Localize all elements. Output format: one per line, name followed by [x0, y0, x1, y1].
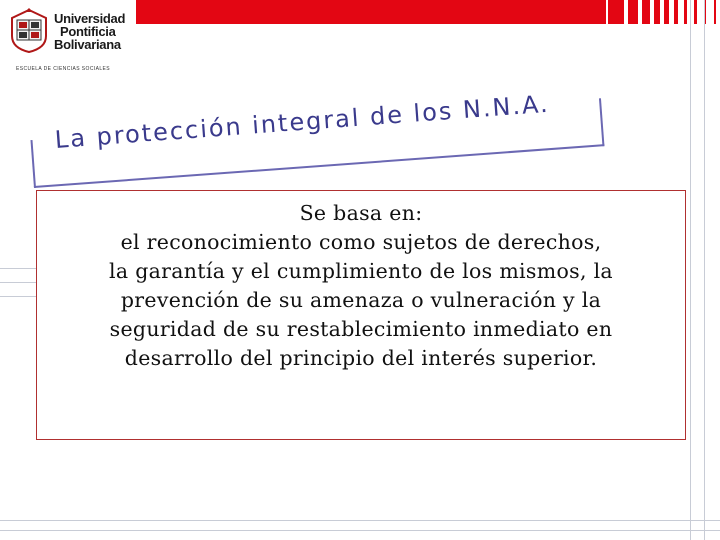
- content-box: [36, 190, 686, 440]
- university-line: Universidad: [54, 11, 126, 26]
- university-line: Pontificia: [60, 24, 116, 39]
- university-name: [54, 12, 125, 51]
- content-line: desarrollo del principio del interés superior.: [124, 346, 598, 370]
- divider-line: [690, 0, 691, 540]
- divider-line: [704, 0, 705, 540]
- content-line: el reconocimiento como sujetos de derechos,: [120, 230, 602, 254]
- content-line: prevención de su amenaza o vulneración y la: [120, 288, 602, 312]
- content-heading: Se basa en:: [299, 201, 423, 225]
- slide-title: La protección integral de los N.N.A.: [53, 89, 551, 154]
- divider-line: [0, 530, 720, 531]
- header-red-bar: [136, 0, 606, 24]
- university-logo: [8, 8, 148, 72]
- content-line: seguridad de su restablecimiento inmediato en: [109, 317, 613, 341]
- school-name: ESCUELA DE CIENCIAS SOCIALES: [16, 66, 111, 72]
- content-text: [37, 199, 685, 373]
- university-line: Bolivariana: [54, 37, 121, 52]
- content-line: la garantía y el cumplimiento de los mismos, la: [109, 259, 613, 283]
- divider-line: [0, 520, 720, 521]
- crest-icon: [8, 8, 50, 54]
